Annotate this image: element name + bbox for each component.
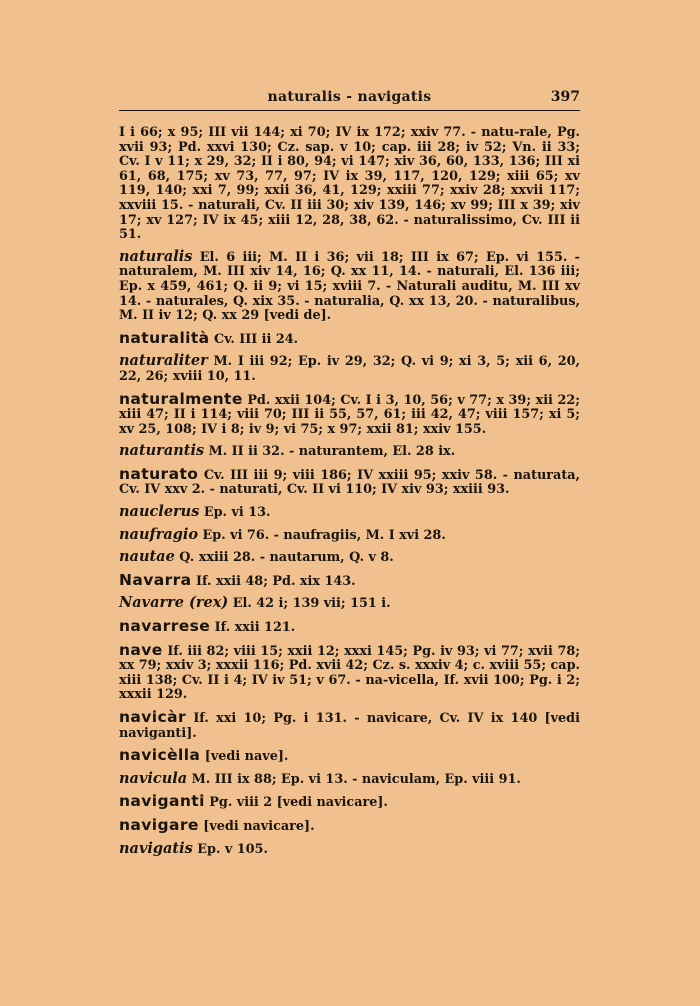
index-entry — [119, 815, 580, 835]
index-entry — [119, 505, 580, 521]
entry-headword: navigare — [119, 815, 199, 834]
index-entry — [119, 444, 580, 460]
entry-headword: naturalis — [119, 247, 193, 265]
entry-text: I i 66; x 95; III vii 144; xi 70; IV ix 172; xxiv 77. - natu-rale, Pg. xvii 93; Pd. xxvi 130; Cz. sap. v 10; cap. iii 28; iv 52; Vn. ii 33; Cv. I v 11; x 29, 32; II i 80, 94; vi 147; xiv 36, 60, 133, 136; III xi 61, 68, 175; xv 73, 77, 97; IV ix 39, 117, 120, 129; xiii 65; xv 119, 140; xxi 7, 99; xxii 36, 41, 129; xxiii 77; xxiv 28; xxvii 117; xxviii 15. - naturali, Cv. II iii 30; xiv 139, 146; xv 99; III x 39; xiv 17; xv 127; IV ix 45; xiii 12, 28, 38, 62. - naturalissimo, Cv. III ii 51. — [119, 125, 580, 243]
entry-headword: naturaliter — [119, 352, 208, 370]
entry-text: [vedi nave]. — [204, 749, 289, 765]
entry-text: If. xxii 121. — [214, 620, 296, 636]
entry-text: Ep. vi 13. — [203, 505, 271, 521]
running-title: naturalis - navigatis — [267, 89, 432, 105]
entry-headword: naturalmente — [119, 389, 243, 408]
entry-text: Q. xxiii 28. - nautarum, Q. v 8. — [179, 550, 394, 566]
entry-headword: naturantis — [119, 442, 205, 460]
entry-text: El. 6 iii; M. II i 36; vii 18; III ix 67; Ep. vi 155. - naturalem, M. III xiv 14, 16; Q. xx 11, 14. - naturali, El. 136 iii; Ep. x 459, 461; Q. ii 9; vi 15; xviii 7. - Naturali auditu, M. III xv 14. - naturales, Q. xix 35. - naturalia, Q. xx 13, 20. - naturalibus, M. II iv 12; Q. xx 29 [vedi de]. — [119, 249, 580, 324]
index-entry — [119, 839, 580, 858]
entry-headword: navarrese — [119, 617, 211, 636]
entry-headword: navicàr — [119, 708, 187, 726]
index-entry — [119, 794, 580, 811]
index-body — [119, 126, 580, 864]
index-entry — [119, 596, 580, 612]
entry-headword: naufragio — [119, 525, 199, 543]
entry-text: If. iii 82; viii 15; xxii 12; xxxi 145; Pg. iv 93; vi 77; xvii 78; xx 79; xxiv 3; xxxii 116; Pd. xvii 42; Cz. s. xxxiv 4; c. xviii 55; cap. xiii 138; Cv. II i 4; IV iv 51; v 67. - na-vicella, If. xvii 100; Pg. i 2; xxxii 129. — [119, 643, 580, 703]
index-entry — [119, 550, 580, 566]
index-entry — [119, 619, 580, 636]
index-entry — [119, 710, 580, 741]
index-entry — [119, 464, 580, 498]
index-entry — [119, 389, 580, 438]
index-entry — [119, 640, 580, 703]
entry-text: [vedi navicare]. — [203, 818, 315, 834]
entry-headword: naviganti — [119, 792, 205, 811]
entry-text: Cv. III ii 24. — [214, 331, 299, 347]
entry-text: Ep. vi 76. - naufragiis, M. I xvi 28. — [202, 527, 446, 543]
index-entry — [119, 247, 580, 324]
entry-headword: nautae — [119, 548, 175, 566]
page-header — [119, 89, 580, 107]
index-entry — [119, 570, 580, 590]
index-entry-continuation — [119, 126, 580, 243]
page-number: 397 — [550, 89, 580, 105]
index-entry — [119, 328, 580, 348]
entry-text: El. 42 i; 139 vii; 151 i. — [232, 596, 391, 612]
entry-headword: Navarre (rex) — [119, 594, 229, 612]
index-entry — [119, 525, 580, 544]
entry-headword: nauclerus — [119, 503, 200, 521]
entry-headword: naturalità — [119, 328, 210, 347]
entry-headword: navicèlla — [119, 746, 201, 765]
header-rule — [119, 110, 580, 111]
entry-headword: nave — [119, 640, 163, 659]
entry-text: M. I iii 92; Ep. iv 29, 32; Q. vi 9; xi 3, 5; xii 6, 20, 22, 26; xviii 10, 11. — [119, 354, 580, 384]
entry-headword: navigatis — [119, 839, 193, 857]
entry-text: M. II ii 32. - naturantem, El. 28 ix. — [208, 444, 456, 460]
entry-text: M. III ix 88; Ep. vi 13. - naviculam, Ep. viii 91. — [191, 771, 521, 787]
index-entry — [119, 354, 580, 384]
entry-headword: Navarra — [119, 570, 192, 589]
entry-headword: naturato — [119, 464, 199, 483]
entry-text: Cv. III iii 9; viii 186; IV xxiii 95; xxiv 58. - naturata, Cv. IV xxv 2. - naturati, Cv. II vi 110; IV xiv 93; xxiii 93. — [119, 467, 580, 498]
entry-text: Pd. xxii 104; Cv. I i 3, 10, 56; v 77; x 39; xii 22; xiii 47; II i 114; viii 70; III ii 55, 57, 61; iii 42, 47; viii 157; xi 5; xv 25, 108; IV i 8; iv 9; vi 75; x 97; xxii 81; xxiv 155. — [119, 392, 580, 437]
entry-text: If. xxi 10; Pg. i 131. - navicare, Cv. IV ix 140 [vedi naviganti]. — [119, 711, 580, 741]
index-entry — [119, 748, 580, 765]
entry-text: Ep. v 105. — [197, 841, 268, 857]
entry-text: Pg. viii 2 [vedi navicare]. — [209, 795, 388, 811]
entry-text: If. xxii 48; Pd. xix 143. — [196, 573, 356, 589]
entry-headword: navicula — [119, 769, 188, 787]
index-entry — [119, 769, 580, 788]
